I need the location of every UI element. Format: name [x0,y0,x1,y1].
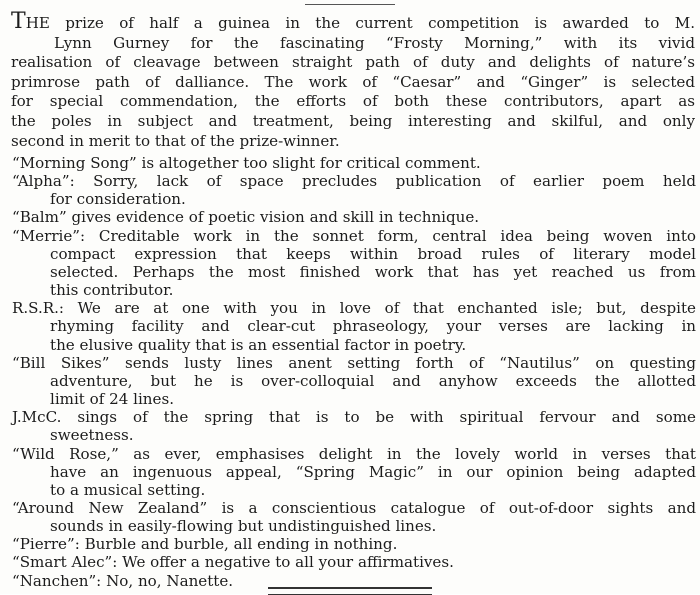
contributor-note [12,154,696,172]
note-line: to a musical setting. [50,480,206,499]
intro-line: the poles in subject and treatment, being interesting and skilful, and only [11,111,695,130]
note-line: limit of 24 lines. [50,390,174,409]
contributor-note [12,408,696,444]
note-line: rhyming facility and clear-cut phraseology, your verses are lacking in [50,317,696,336]
note-line: “Smart Alec”: We offer a negative to all your affirmatives. [12,553,454,572]
note-line: R.S.R.: We are at one with you in love of that enchanted isle; but, despite [12,299,696,318]
contributor-note [12,445,696,499]
intro-line: second in merit to that of the prize-winner. [11,131,340,150]
note-line: adventure, but he is over-colloquial and anyhow exceeds the allotted [50,371,696,390]
note-line: “Balm” gives evidence of poetic vision and skill in technique. [12,208,480,227]
note-line: this contributor. [50,281,174,300]
note-line: for consideration. [50,190,186,209]
contributor-notes [12,154,696,590]
intro-line: Lynn Gurney for the fascinating “Frosty Morning,” with its vivid [54,33,695,52]
note-line: “Merrie”: Creditable work in the sonnet form, central idea being woven into [12,226,696,245]
note-line: “Around New Zealand” is a conscientious catalogue of out-of-door sights and [12,498,696,517]
note-line: “Nanchen”: No, no, Nanette. [12,571,234,590]
drop-cap: T [11,9,26,34]
note-line: “Morning Song” is altogether too slight for critical comment. [12,154,481,172]
note-line: “Bill Sikes” sends lusty lines anent setting forth of “Nautilus” on questing [12,353,696,372]
contributor-note [12,535,696,553]
note-line: “Wild Rose,” as ever, emphasises delight in the lovely world in verses that [12,444,696,463]
contributor-note [12,299,696,353]
contributor-note [12,499,696,535]
intro-line: primrose path of dalliance. The work of “Caesar” and “Ginger” is selected [11,72,695,91]
intro-line: realisation of cleavage between straight path of duty and delights of nature’s [11,53,695,72]
note-line: compact expression that keeps within broad rules of literary model [50,244,696,263]
note-line: sweetness. [50,426,134,445]
contributor-note [12,172,696,208]
note-line: “Pierre”: Burble and burble, all ending in nothing. [12,535,398,554]
note-line: have an ingenuous appeal, “Spring Magic” in our opinion being adapted [50,462,696,481]
note-line: sounds in easily-flowing but undistinguished lines. [50,517,437,536]
contributor-note [12,227,696,300]
top-rule [305,0,395,5]
note-line: J.McC. sings of the spring that is to be with spiritual fervour and some [12,408,696,427]
intro-line: THE prize of half a guinea in the current competition is awarded to M. [11,9,695,34]
note-line: the elusive quality that is an essential factor in poetry. [50,335,467,354]
contributor-note [12,553,696,571]
note-line: selected. Perhaps the most finished work that has yet reached us from [50,262,696,281]
contributor-note [12,208,696,226]
contributor-note [12,354,696,408]
award-paragraph [11,9,695,151]
note-line: “Alpha”: Sorry, lack of space precludes publication of earlier poem held [12,172,696,191]
intro-line: for special commendation, the efforts of both these contributors, apart as [11,92,695,111]
